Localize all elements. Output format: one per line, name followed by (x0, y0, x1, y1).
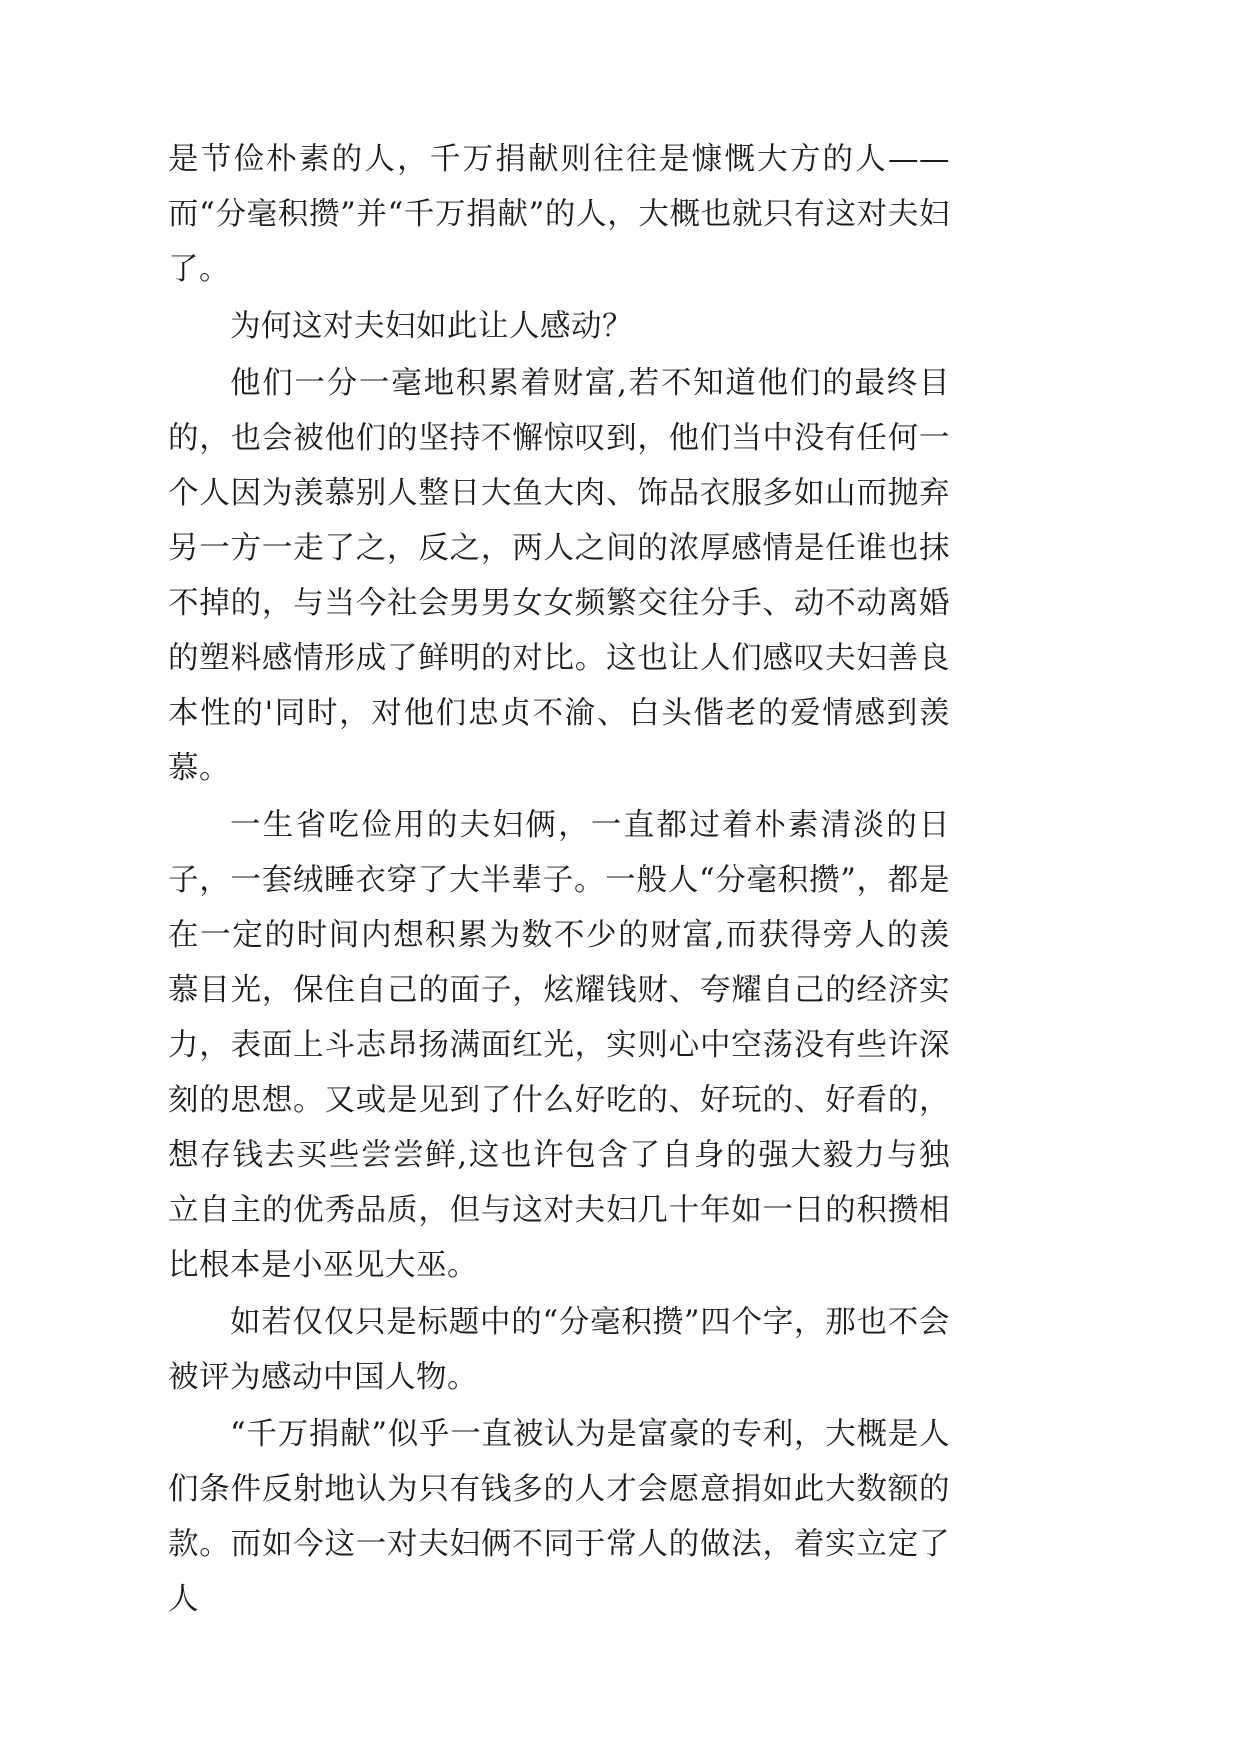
document-body (168, 132, 950, 1629)
paragraph-continuation: 是节俭朴素的人，千万捐献则往往是慷慨大方的人——而“分毫积攒”并“千万捐献”的人，大概也就只有这对夫妇了。 (168, 142, 950, 287)
paragraph-question: 为何这对夫妇如此让人感动？ (230, 309, 633, 344)
paragraph-frugal-life: 一生省吃俭用的夫妇俩，一直都过着朴素清淡的日子，一套绒睡衣穿了大半辈子。一般人“分毫积攒”，都是在一定的时间内想积累为数不少的财富,而获得旁人的羡慕目光，保住自己的面子，炫耀钱财、夸耀自己的经济实力，表面上斗志昂扬满面红光，实则心中空荡没有些许深刻的思想。又或是见到了什么好吃的、好玩的、好看的，想存钱去买些尝尝鲜,这也许包含了自身的强大毅力与独立自主的优秀品质，但与这对夫妇几十年如一日的积攒相比根本是小巫见大巫。 (168, 808, 950, 1283)
paragraph-title-only: 如若仅仅只是标题中的“分毫积攒”四个字，那也不会被评为感动中国人物。 (168, 1305, 950, 1395)
paragraph-wealth: 他们一分一毫地积累着财富,若不知道他们的最终目的，也会被他们的坚持不懈惊叹到，他们当中没有任何一个人因为羡慕别人整日大鱼大肉、饰品衣服多如山而抛弃另一方一走了之，反之，两人之间的浓厚感情是任谁也抹不掉的，与当今社会男男女女频繁交往分手、动不动离婚的塑料感情形成了鲜明的对比。这也让人们感叹夫妇善良本性的'同时，对他们忠贞不渝、白头偕老的爱情感到羡慕。 (168, 366, 950, 786)
paragraph-donation: “千万捐献”似乎一直被认为是富豪的专利，大概是人们条件反射地认为只有钱多的人才会愿意捐如此大数额的款。而如今这一对夫妇俩不同于常人的做法，着实立定了人 (168, 1417, 950, 1617)
